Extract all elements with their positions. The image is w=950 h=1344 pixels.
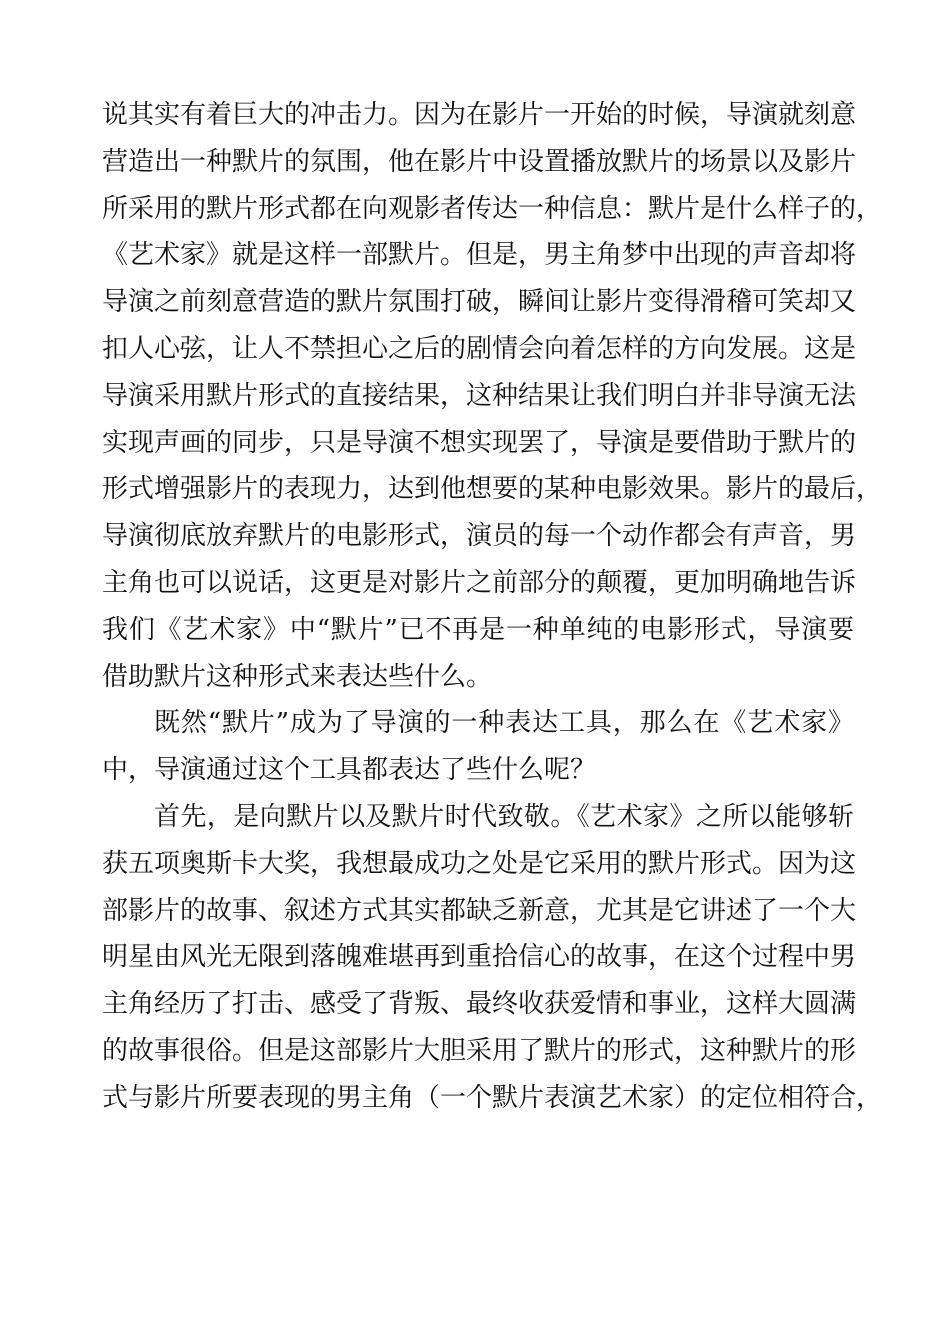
text-line: 导演之前刻意营造的默片氛围打破，瞬间让影片变得滑稽可笑却又 bbox=[102, 287, 857, 318]
text-line: 首先，是向默片以及默片时代致敬。《艺术家》之所以能够斩 bbox=[154, 801, 854, 832]
body-text bbox=[102, 92, 883, 1122]
text-line: 说其实有着巨大的冲击力。因为在影片一开始的时候，导演就刻意 bbox=[102, 100, 857, 130]
text-line: 营造出一种默片的氛围，他在影片中设置播放默片的场景以及影片 bbox=[102, 146, 857, 177]
text-line: 获五项奥斯卡大奖，我想最成功之处是它采用的默片形式。因为这 bbox=[102, 848, 857, 879]
text-line: 既然“默片”成为了导演的一种表达工具，那么在《艺术家》 bbox=[154, 708, 854, 739]
text-line: 扣人心弦，让人不禁担心之后的剧情会向着怎样的方向发展。这是 bbox=[102, 333, 857, 364]
text-line: 导演采用默片形式的直接结果，这种结果让我们明白并非导演无法 bbox=[102, 380, 857, 411]
text-line: 中，导演通过这个工具都表达了些什么呢？ bbox=[102, 755, 597, 786]
text-line: 主角经历了打击、感受了背叛、最终收获爱情和事业，这样大圆满 bbox=[102, 989, 857, 1020]
text-line: 借助默片这种形式来表达些什么。 bbox=[102, 661, 493, 692]
text-line: 《艺术家》就是这样一部默片。但是，男主角梦中出现的声音却将 bbox=[102, 240, 857, 271]
text-line: 部影片的故事、叙述方式其实都缺乏新意，尤其是它讲述了一个大 bbox=[102, 895, 857, 926]
text-line: 的故事很俗。但是这部影片大胆采用了默片的形式，这种默片的形 bbox=[102, 1035, 857, 1066]
text-line: 主角也可以说话，这更是对影片之前部分的颠覆，更加明确地告诉 bbox=[102, 567, 857, 598]
text-line: 导演彻底放弃默片的电影形式，演员的每一个动作都会有声音，男 bbox=[102, 521, 857, 552]
text-line: 明星由风光无限到落魄难堪再到重拾信心的故事，在这个过程中男 bbox=[102, 942, 857, 973]
text-line: 式与影片所要表现的男主角（一个默片表演艺术家）的定位相符合， bbox=[102, 1082, 883, 1113]
text-line: 我们《艺术家》中“默片”已不再是一种单纯的电影形式，导演要 bbox=[102, 614, 854, 645]
text-line: 形式增强影片的表现力，达到他想要的某种电影效果。影片的最后， bbox=[102, 474, 883, 505]
text-line: 所采用的默片形式都在向观影者传达一种信息：默片是什么样子的， bbox=[102, 193, 883, 224]
text-line: 实现声画的同步，只是导演不想实现罢了，导演是要借助于默片的 bbox=[102, 427, 857, 458]
